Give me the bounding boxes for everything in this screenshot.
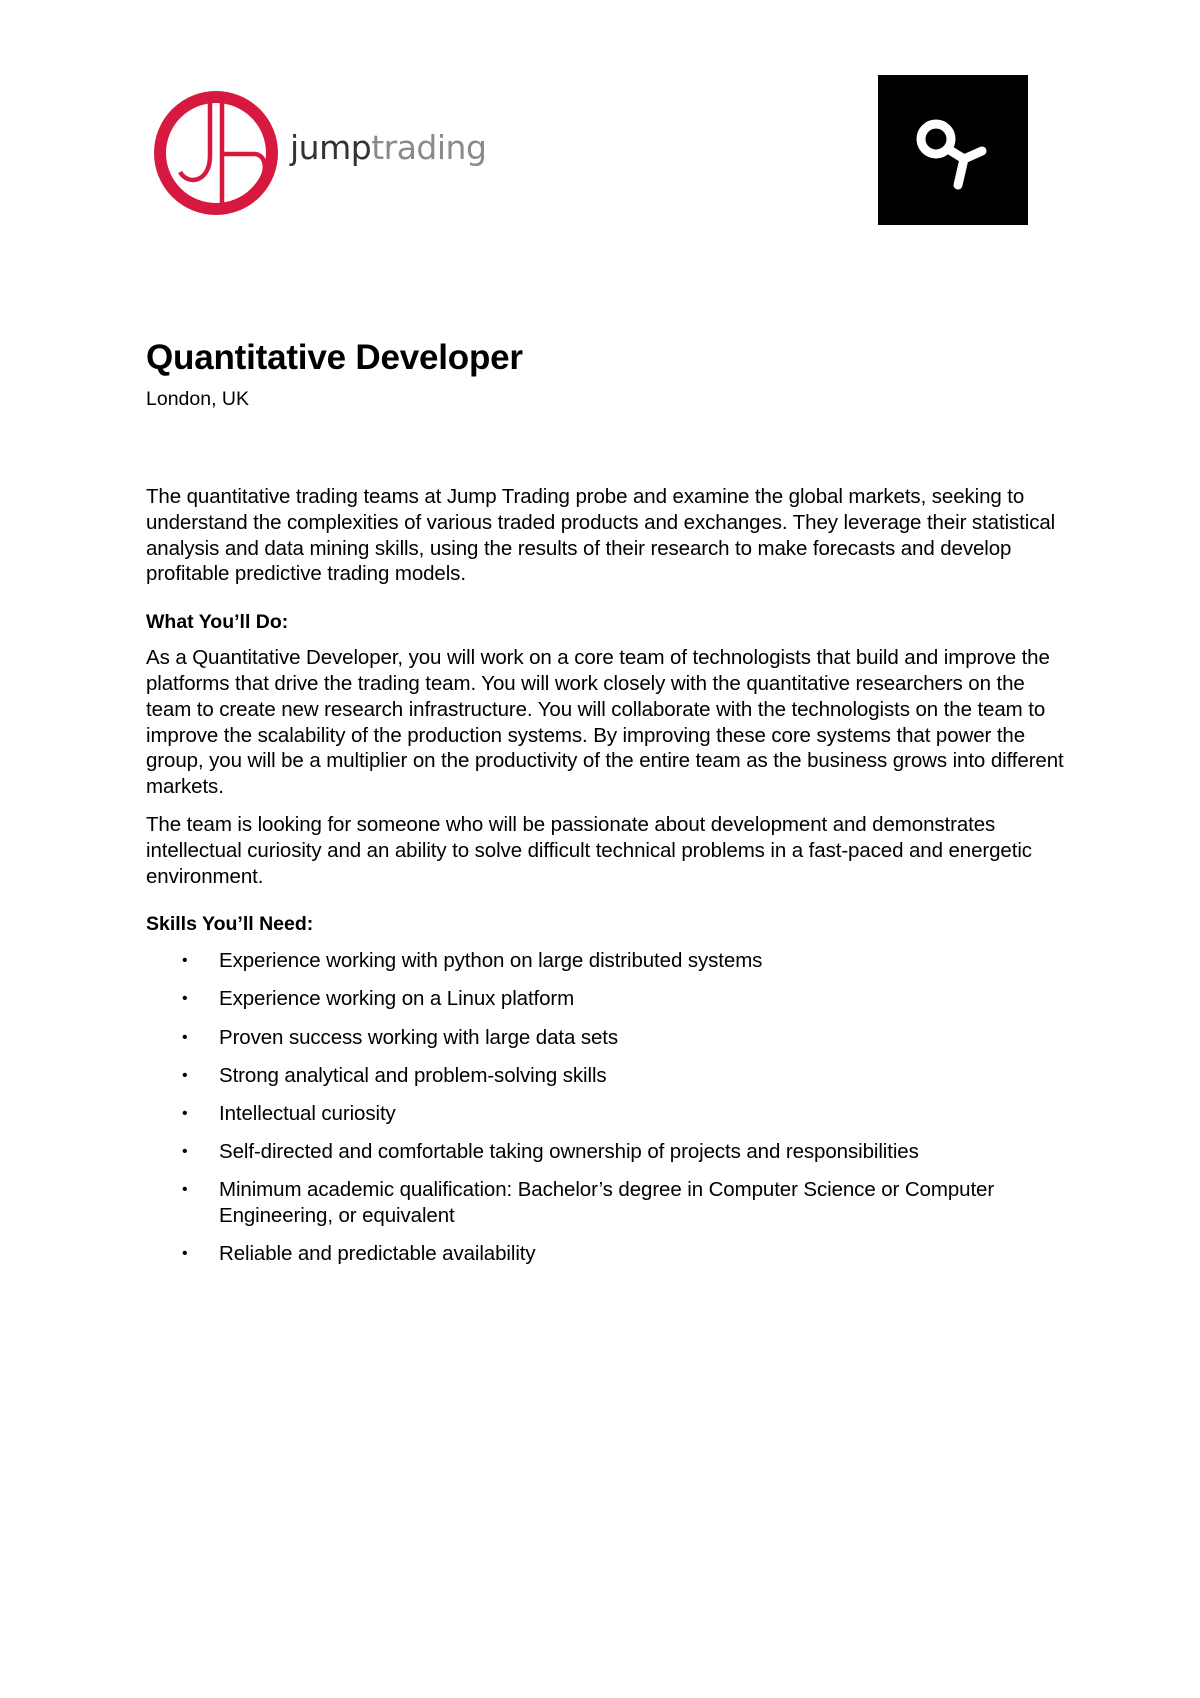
skills-list: [146, 948, 1066, 1266]
bullet-icon: •: [182, 1066, 188, 1084]
skill-item: [146, 986, 1066, 1012]
intro-paragraph: The quantitative trading teams at Jump Trading probe and examine the global markets, seeking to understand the complexities of various traded products and exchanges. They leverage their statistical analysis and data mining skills, using the results of their research to make forecasts and develop profitable predictive trading models.: [146, 485, 1056, 586]
skill-text: Experience working with python on large distributed systems: [219, 949, 763, 973]
ox-logo: [878, 75, 1028, 225]
bullet-icon: •: [182, 952, 188, 970]
jump-trading-wordmark: [290, 128, 486, 167]
skill-item: [146, 1025, 1066, 1051]
skill-text: Minimum academic qualification: Bachelor’s degree in Computer Science or Computer Engineering, or equivalent: [219, 1177, 995, 1227]
skills-heading: Skills You’ll Need:: [146, 913, 314, 936]
skill-text: Reliable and predictable availability: [219, 1241, 536, 1265]
jump-trading-logo: [150, 86, 490, 220]
wordmark-jump: jump: [290, 128, 372, 167]
bullet-icon: •: [182, 1028, 188, 1046]
skill-text: Self-directed and comfortable taking ownership of projects and responsibilities: [219, 1139, 919, 1163]
role-description-paragraph: As a Quantitative Developer, you will work on a core team of technologists that build and improve the platforms that drive the trading team. You will work closely with the quantitative researchers on the team to create new research infrastructure. You will collaborate with the technologists on the team to improve the scalability of the production systems. By improving these core systems that power the group, you will be a multiplier on the productivity of the entire team as the business grows into different markets.: [146, 646, 1064, 799]
skill-item: [146, 1241, 1066, 1267]
skill-item: [146, 1063, 1066, 1089]
bullet-icon: •: [182, 1244, 188, 1262]
job-posting: [146, 334, 1066, 1279]
skill-item: [146, 1177, 1066, 1229]
bullet-icon: •: [182, 1104, 188, 1122]
jump-trading-emblem-icon: [150, 86, 290, 220]
skill-item: [146, 1101, 1066, 1127]
job-location: London, UK: [146, 388, 249, 410]
bullet-icon: •: [182, 1142, 188, 1160]
skill-text: Strong analytical and problem-solving skills: [219, 1063, 607, 1087]
wordmark-trading: trading: [371, 128, 487, 167]
what-youll-do-heading: What You’ll Do:: [146, 611, 289, 634]
ox-mark-icon: [878, 75, 1028, 225]
skill-text: Experience working on a Linux platform: [219, 987, 575, 1011]
bullet-icon: •: [182, 1180, 188, 1198]
job-title: Quantitative Developer: [146, 338, 523, 377]
skill-item: [146, 948, 1066, 974]
candidate-description-paragraph: The team is looking for someone who will be passionate about development and demonstrates intellectual curiosity and an ability to solve difficult technical problems in a fast-paced and energetic environment.: [146, 812, 1032, 888]
bullet-icon: •: [182, 990, 188, 1008]
skill-text: Proven success working with large data sets: [219, 1025, 619, 1049]
skill-item: [146, 1139, 1066, 1165]
skill-text: Intellectual curiosity: [219, 1101, 396, 1125]
